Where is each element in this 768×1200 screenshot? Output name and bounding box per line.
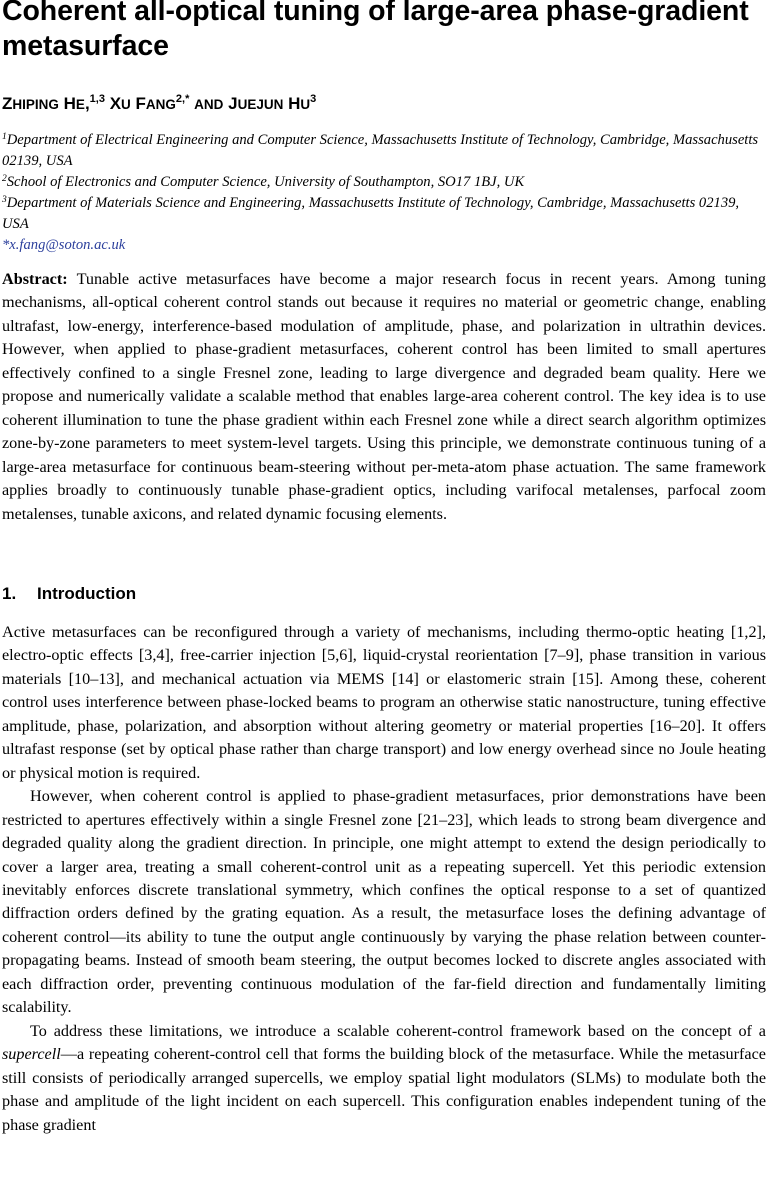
abstract-label: Abstract: — [2, 270, 68, 288]
author-he: ZHIPING HE,$^{1,3}$ — [2, 93, 105, 113]
author-he-affil-mark: 1,3 — [89, 93, 105, 105]
author-fang: XU $FANG^{2,*}$ — [109, 93, 190, 113]
author-fang-affil-mark: 2,* — [175, 93, 190, 105]
section-number: 1. — [2, 584, 17, 603]
intro-paragraph-2: However, when coherent control is applied to phase-gradient metasurfaces, prior demonstrations have been restricted to apertures effectively within a single Fresnel zone [21–23], which leads to strong beam divergence and degraded quality along the gradient direction. In principle, one might attempt to extend the design periodically to cover a larger area, treating a small coherent-control unit as a repeating supercell. Yet this periodic extension inevitably enforces discrete translational symmetry, which confines the optical response to a set of quantized diffraction orders defined by the grating equation. As a result, the metasurface loses the defining advantage of coherent control—its ability to tune the output angle continuously by varying the phase relation between counter-propagating beams. Instead of smooth beam steering, the output becomes locked to discrete angles associated with each diffraction order, preventing continuous modulation of the far-field direction and fundamentally limiting scalability. — [2, 787, 766, 1017]
intro-paragraph-3: To address these limitations, we introduce a scalable coherent-control framework based on the concept of a supercell—a repeating coherent-control cell that forms the building block of the metasurface. While the metasurface still consists of periodically arranged supercells, we employ spatial light modulators (SLMs) to modulate both the phase and amplitude of the light incident on each supercell. This configuration enables independent tuning of the phase gradient — [2, 1021, 766, 1134]
section-title: Introduction — [37, 584, 137, 603]
author-hu: JUEJUN $HU^3$ — [228, 93, 317, 113]
author-hu-affil-mark: 3 — [310, 93, 317, 105]
paper-title: Coherent all-optical tuning of large-area phase-gradient metasurface — [2, 0, 749, 62]
section-heading-introduction — [2, 583, 766, 605]
intro-paragraph-1: Active metasurfaces can be reconfigured through a variety of mechanisms, including thermo-optic heating [1,2], electro-optic effects [3,4], free-carrier injection [5,6], liquid-crystal reorientation [7–9], phase transition in various materials [10–13], and mechanical actuation via MEMS [14] or elastomeric strain [15]. Among these, coherent control uses interference between phase-locked beams to program an otherwise static nanostructure, tuning effective amplitude, phase, polarization, and absorption without altering geometry or material properties [16–20]. It offers ultrafast response (set by optical phase rather than charge transport) and low energy overhead since no Joule heating or physical motion is required. — [2, 623, 766, 782]
affiliation-3: $^3$Department of Materials Science and Engineering, Massachusetts Institute of Technology, Cambridge, Massachusetts 02139, USA — [2, 195, 740, 232]
affiliation-1: $^1$Department of Electrical Engineering and Computer Science, Massachusetts Institute of Technology, Cambridge, Massachusetts 02139, USA — [2, 132, 759, 169]
corresponding-email[interactable]: *x.fang@soton.ac.uk — [2, 237, 126, 253]
affiliations — [2, 130, 766, 256]
abstract-text: Tunable active metasurfaces have become a major research focus in recent years. Among tuning mechanisms, all-optical coherent control stands out because it requires no material or geometric change, enabling ultrafast, low-energy, interference-based modulation of amplitude, phase, and polarization in ultrathin devices. However, when applied to phase-gradient metasurfaces, coherent control has been limited to small apertures effectively confined to a single Fresnel zone, leading to large divergence and degraded beam quality. Here we propose and numerically validate a scalable method that enables large-area coherent control. The key idea is to use coherent illumination to tune the phase gradient within each Fresnel zone while a direct search algorithm optimizes zone-by-zone parameters to meet system-level targets. Using this principle, we demonstrate continuous tuning of a large-area metasurface for continuous beam-steering without per-meta-atom phase actuation. The same framework applies broadly to continuously tunable phase-gradient optics, including varifocal metalenses, parfocal zoom metalenses, tunable axicons, and related dynamic focusing elements. — [2, 270, 766, 523]
supercell-term: supercell — [2, 1045, 61, 1064]
abstract — [2, 268, 766, 526]
introduction-body — [2, 621, 766, 1137]
author-conjunction: AND — [194, 97, 224, 112]
affiliation-2: $^2$School of Electronics and Computer Science, University of Southampton, SO17 1BJ, UK — [2, 174, 525, 190]
author-list — [2, 93, 766, 116]
